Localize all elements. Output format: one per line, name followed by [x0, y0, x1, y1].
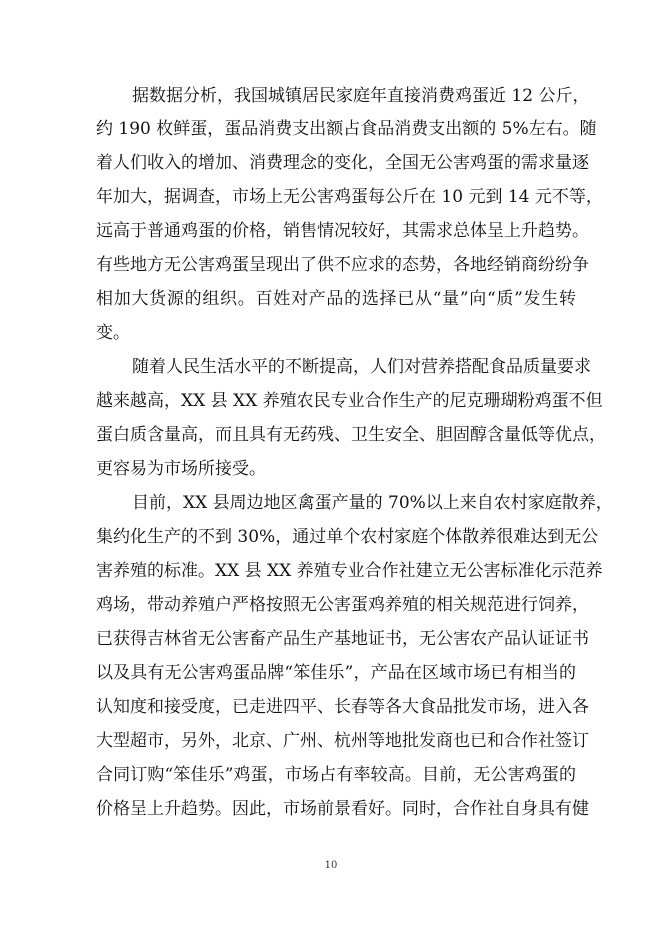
paragraph-3-line-4: 鸡场，带动养殖户严格按照无公害蛋鸡养殖的相关规范进行饲养， — [96, 595, 589, 615]
paragraph-3-line-9: 合同订购“笨佳乐”鸡蛋，市场占有率较高。目前，无公害鸡蛋的 — [96, 765, 576, 785]
paragraph-3-line-3: 害养殖的标准。XX 县 XX 养殖专业合作社建立无公害标准化示范养 — [96, 561, 603, 581]
paragraph-3-line-2: 集约化生产的不到 30%，通过单个农村家庭个体散养很难达到无公 — [96, 527, 599, 547]
paragraph-2-line-1: 随着人民生活水平的不断提高，人们对营养搭配食品质量要求 — [132, 357, 591, 377]
paragraph-2-line-4: 更容易为市场所接受。 — [96, 459, 266, 479]
paragraph-3-line-6: 以及具有无公害鸡蛋品牌“笨佳乐”，产品在区域市场已有相当的 — [96, 663, 576, 683]
page-number: 10 — [324, 860, 338, 871]
paragraph-2-line-2: 越来越高，XX 县 XX 养殖农民专业合作生产的尼克珊瑚粉鸡蛋不但 — [96, 391, 603, 411]
paragraph-1-line-5: 远高于普通鸡蛋的价格，销售情况较好，其需求总体呈上升趋势。 — [96, 221, 589, 241]
paragraph-1-line-8: 变。 — [96, 323, 130, 343]
paragraph-3-line-10: 价格呈上升趋势。因此，市场前景看好。同时，合作社自身具有健 — [96, 799, 589, 819]
paragraph-3-line-1: 目前，XX 县周边地区禽蛋产量的 70%以上来自农村家庭散养， — [132, 493, 613, 513]
paragraph-1-line-4: 年加大，据调查，市场上无公害鸡蛋每公斤在 10 元到 14 元不等， — [96, 187, 603, 207]
paragraph-1-line-7: 相加大货源的组织。百姓对产品的选择已从“量”向“质”发生转 — [96, 289, 576, 309]
paragraph-1-line-1: 据数据分析，我国城镇居民家庭年直接消费鸡蛋近 12 公斤， — [132, 86, 590, 106]
paragraph-1-line-3: 着人们收入的增加、消费理念的变化，全国无公害鸡蛋的需求量逐 — [96, 153, 589, 173]
paragraph-3-line-8: 大型超市，另外，北京、广州、杭州等地批发商也已和合作社签订 — [96, 731, 589, 751]
paragraph-1-line-2: 约 190 枚鲜蛋，蛋品消费支出额占食品消费支出额的 5%左右。随 — [96, 119, 597, 139]
paragraph-1-line-6: 有些地方无公害鸡蛋呈现出了供不应求的态势，各地经销商纷纷争 — [96, 255, 589, 275]
paragraph-2-line-3: 蛋白质含量高，而且具有无药残、卫生安全、胆固醇含量低等优点， — [96, 425, 606, 445]
paragraph-3-line-5: 已获得吉林省无公害畜产品生产基地证书，无公害农产品认证证书 — [96, 629, 589, 649]
paragraph-3-line-7: 认知度和接受度，已走进四平、长春等各大食品批发市场，进入各 — [96, 697, 589, 717]
